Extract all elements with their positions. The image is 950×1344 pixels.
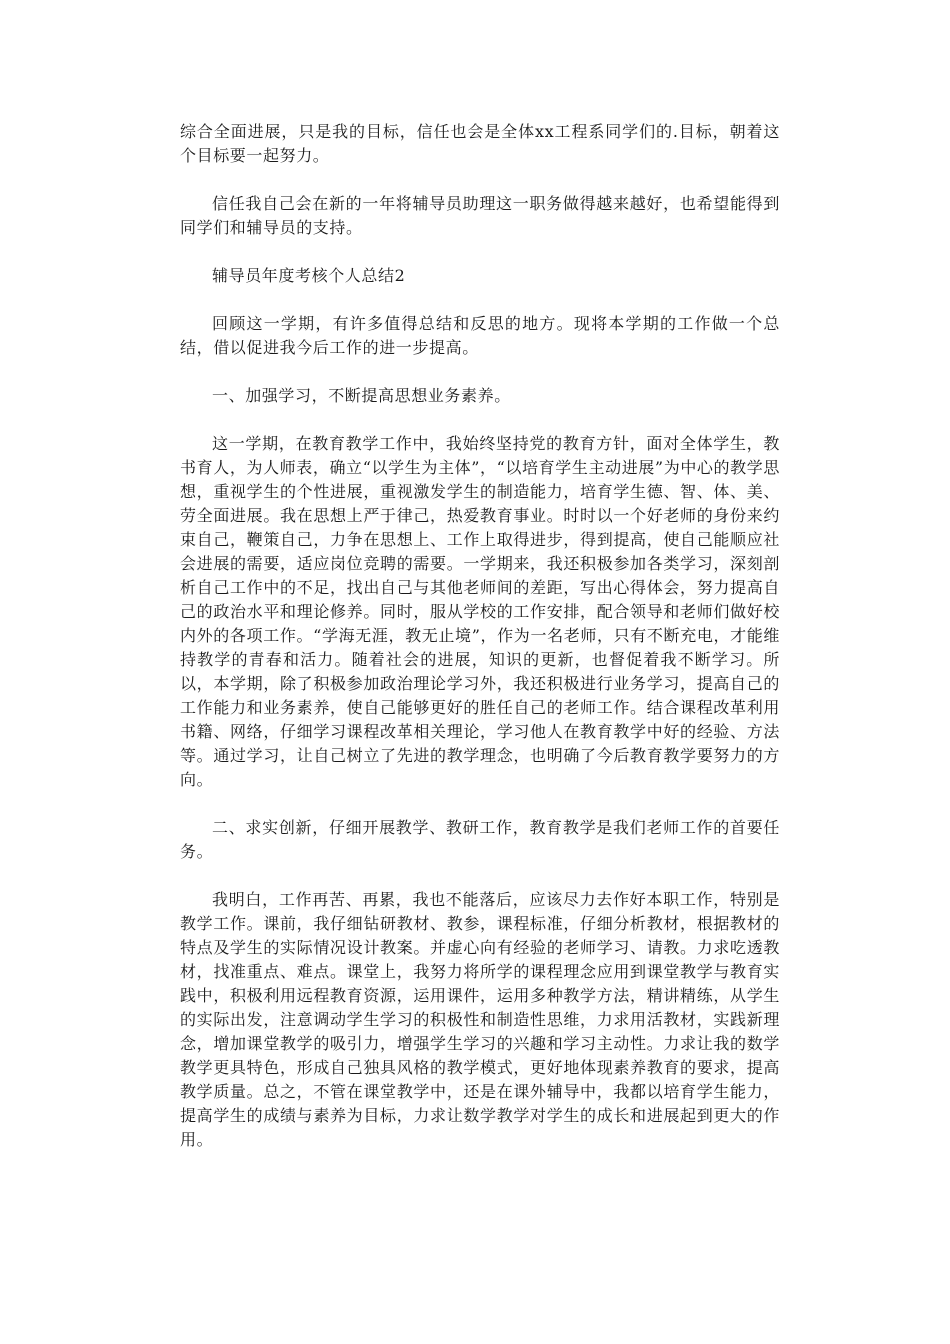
document-body	[180, 120, 780, 1176]
paragraph-study: 这一学期，在教育教学工作中，我始终坚持党的教育方针，面对全体学生，教书育人，为人师表，确立“以学生为主体”，“以培育学生主动进展”为中心的教学思想，重视学生的个性进展，重视激发学生的制造能力，培育学生德、智、体、美、劳全面进展。我在思想上严于律己，热爱教育事业。时时以一个好老师的身份来约束自己，鞭策自己，力争在思想上、工作上取得进步，得到提高，使自己能顺应社会进展的需要，适应岗位竞聘的需要。一学期来，我还积极参加各类学习，深刻剖析自己工作中的不足，找出自己与其他老师间的差距，写出心得体会，努力提高自己的政治水平和理论修养。同时，服从学校的工作安排，配合领导和老师们做好校内外的各项工作。“学海无涯，教无止境”，作为一名老师，只有不断充电，才能维持教学的青春和活力。随着社会的进展，知识的更新，也督促着我不断学习。所以，本学期，除了积极参加政治理论学习外，我还积极进行业务学习，提高自己的工作能力和业务素养，使自己能够更好的胜任自己的老师工作。结合课程改革利用书籍、网络，仔细学习课程改革相关理论，学习他人在教育教学中好的经验、方法等。通过学习，让自己树立了先进的教学理念，也明确了今后教育教学要努力的方向。	[180, 434, 780, 789]
heading-study: 一、加强学习，不断提高思想业务素养。	[212, 386, 511, 405]
paragraph-continuation: 综合全面进展，只是我的目标，信任也会是全体xx工程系同学们的.目标，朝着这个目标要一起努力。	[180, 122, 780, 165]
paragraph-teaching: 我明白，工作再苦、再累，我也不能落后，应该尽力去作好本职工作，特别是教学工作。课前，我仔细钻研教材、教参，课程标准，仔细分析教材，根据教材的特点及学生的实际情况设计教案。并虚心向有经验的老师学习、请教。力求吃透教材，找准重点、难点。课堂上，我努力将所学的课程理念应用到课堂教学与教育实践中，积极利用远程教育资源，运用课件，运用多种教学方法，精讲精练，从学生的实际出发，注意调动学生学习的积极性和制造性思维，力求用活教材，实践新理念，增加课堂教学的吸引力，增强学生学习的兴趣和学习主动性。力求让我的数学教学更具特色，形成自己独具风格的教学模式，更好地体现素养教育的要求，提高教学质量。总之，不管在课堂教学中，还是在课外辅导中，我都以培育学生能力，提高学生的成绩与素养为目标，力求让数学教学对学生的成长和进展起到更大的作用。	[180, 890, 780, 1149]
section-title: 辅导员年度考核个人总结2	[212, 266, 406, 285]
heading-teaching: 二、求实创新，仔细开展教学、教研工作，教育教学是我们老师工作的首要任务。	[180, 818, 780, 861]
paragraph-review: 回顾这一学期，有许多值得总结和反思的地方。现将本学期的工作做一个总结，借以促进我今后工作的进一步提高。	[180, 314, 780, 357]
paragraph-support: 信任我自己会在新的一年将辅导员助理这一职务做得越来越好，也希望能得到同学们和辅导员的支持。	[180, 194, 780, 237]
